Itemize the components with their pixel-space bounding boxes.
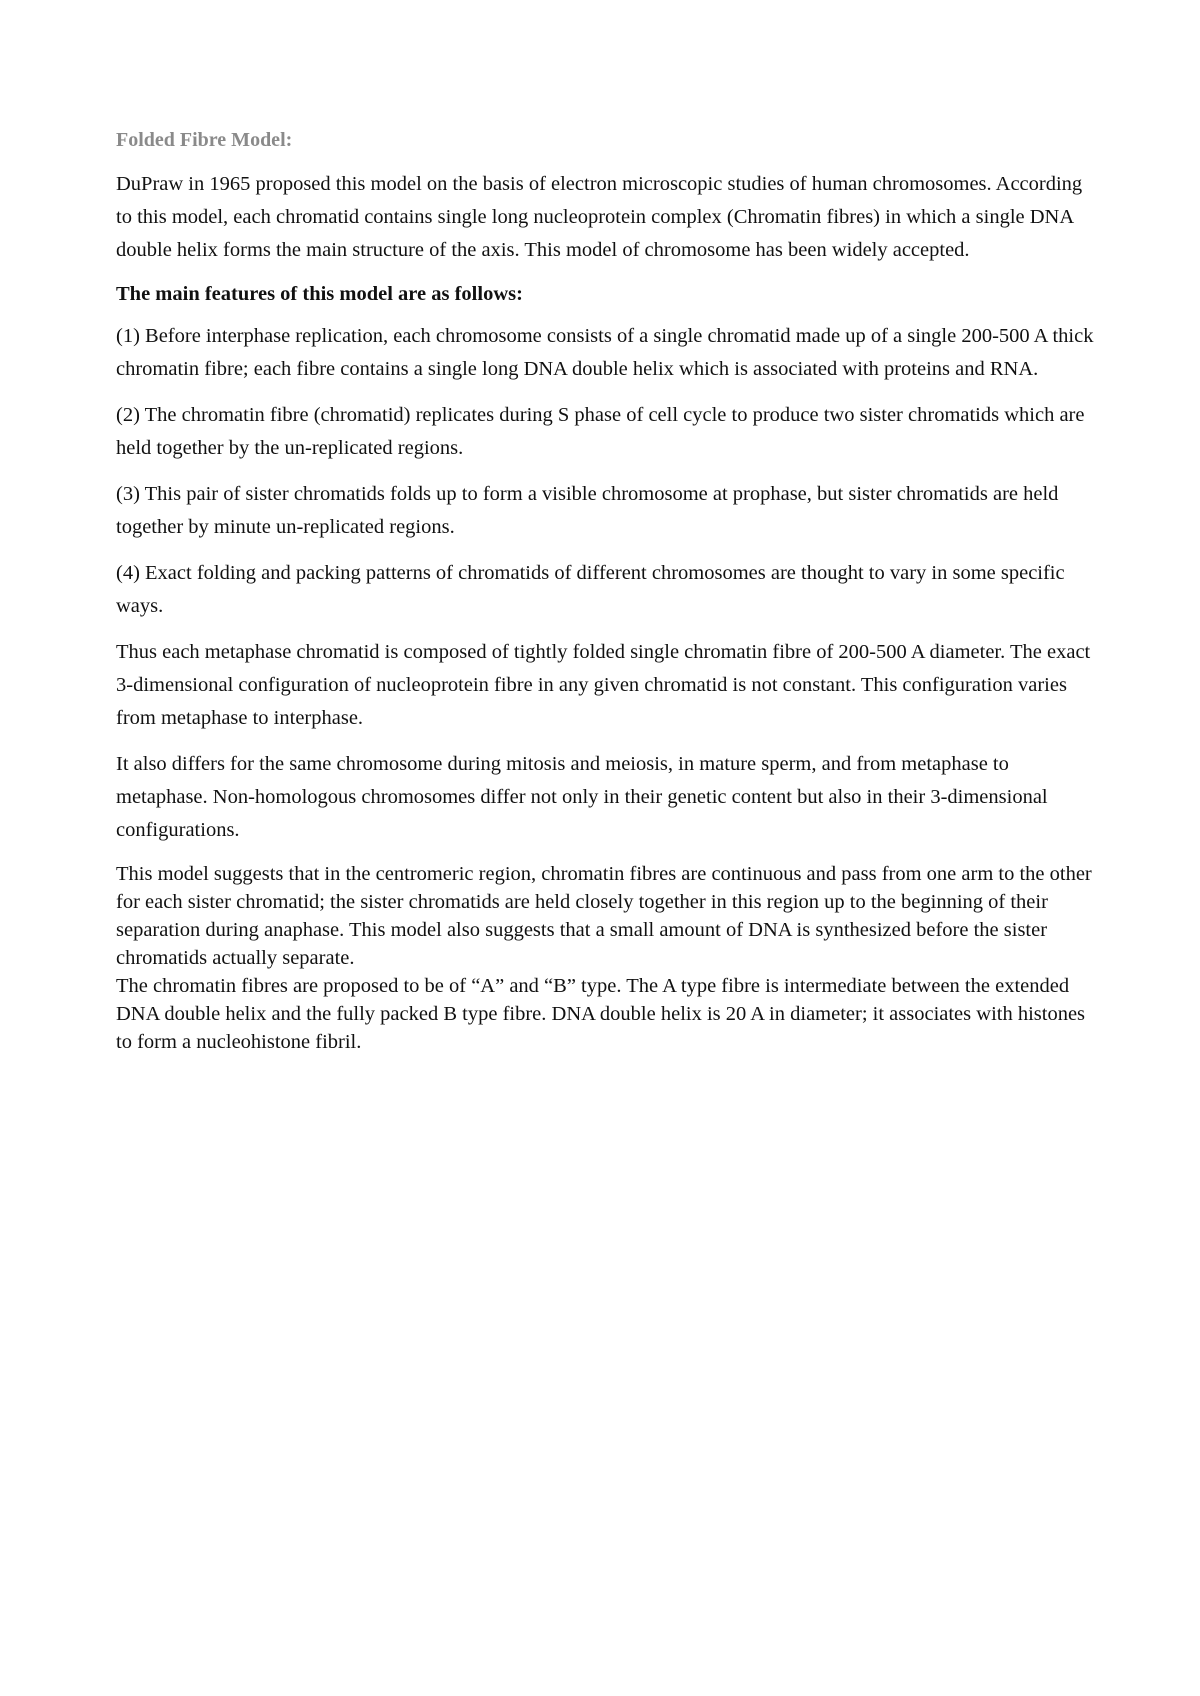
intro-paragraph: DuPraw in 1965 proposed this model on the basis of electron microscopic studies of human chromosomes. According to this model, each chromatid contains single long nucleoprotein complex (Chromatin fibres) in which a single DNA double helix forms the main structure of the axis. This model of chromosome has been widely accepted. [116,173,1083,261]
feature-item-4: (4) Exact folding and packing patterns of chromatids of different chromosomes are thought to vary in some specific ways. [116,562,1065,617]
differs-paragraph: It also differs for the same chromosome during mitosis and meiosis, in mature sperm, and from metaphase to metaphase. Non-homologous chromosomes differ not only in their genetic content but also in their 3-dimensional configurations. [116,753,1048,841]
document-body [116,126,1096,1056]
fibre-types-paragraph: The chromatin fibres are proposed to be of “A” and “B” type. The A type fibre is intermediate between the extended DNA double helix and the fully packed B type fibre. DNA double helix is 20 A in diameter; it associates with histones to form a nucleohistone fibril. [116,975,1086,1053]
centromeric-paragraph: This model suggests that in the centromeric region, chromatin fibres are continuous and pass from one arm to the other for each sister chromatid; the sister chromatids are held closely together in this region up to the beginning of their separation during anaphase. This model also suggests that a small amount of DNA is synthesized before the sister chromatids actually separate. [116,863,1092,969]
feature-item-1: (1) Before interphase replication, each chromosome consists of a single chromatid made up of a single 200-500 A thick chromatin fibre; each fibre contains a single long DNA double helix which is associated with proteins and RNA. [116,325,1094,380]
feature-item-3: (3) This pair of sister chromatids folds up to form a visible chromosome at prophase, but sister chromatids are held together by minute un-replicated regions. [116,483,1059,538]
features-heading: The main features of this model are as follows: [116,283,523,305]
metaphase-paragraph: Thus each metaphase chromatid is composed of tightly folded single chromatin fibre of 200-500 A diameter. The exact 3-dimensional configuration of nucleoprotein fibre in any given chromatid is not constant. This configuration varies from metaphase to interphase. [116,641,1091,729]
section-heading: Folded Fibre Model: [116,129,293,151]
feature-item-2: (2) The chromatin fibre (chromatid) replicates during S phase of cell cycle to produce two sister chromatids which are held together by the un-replicated regions. [116,404,1085,459]
